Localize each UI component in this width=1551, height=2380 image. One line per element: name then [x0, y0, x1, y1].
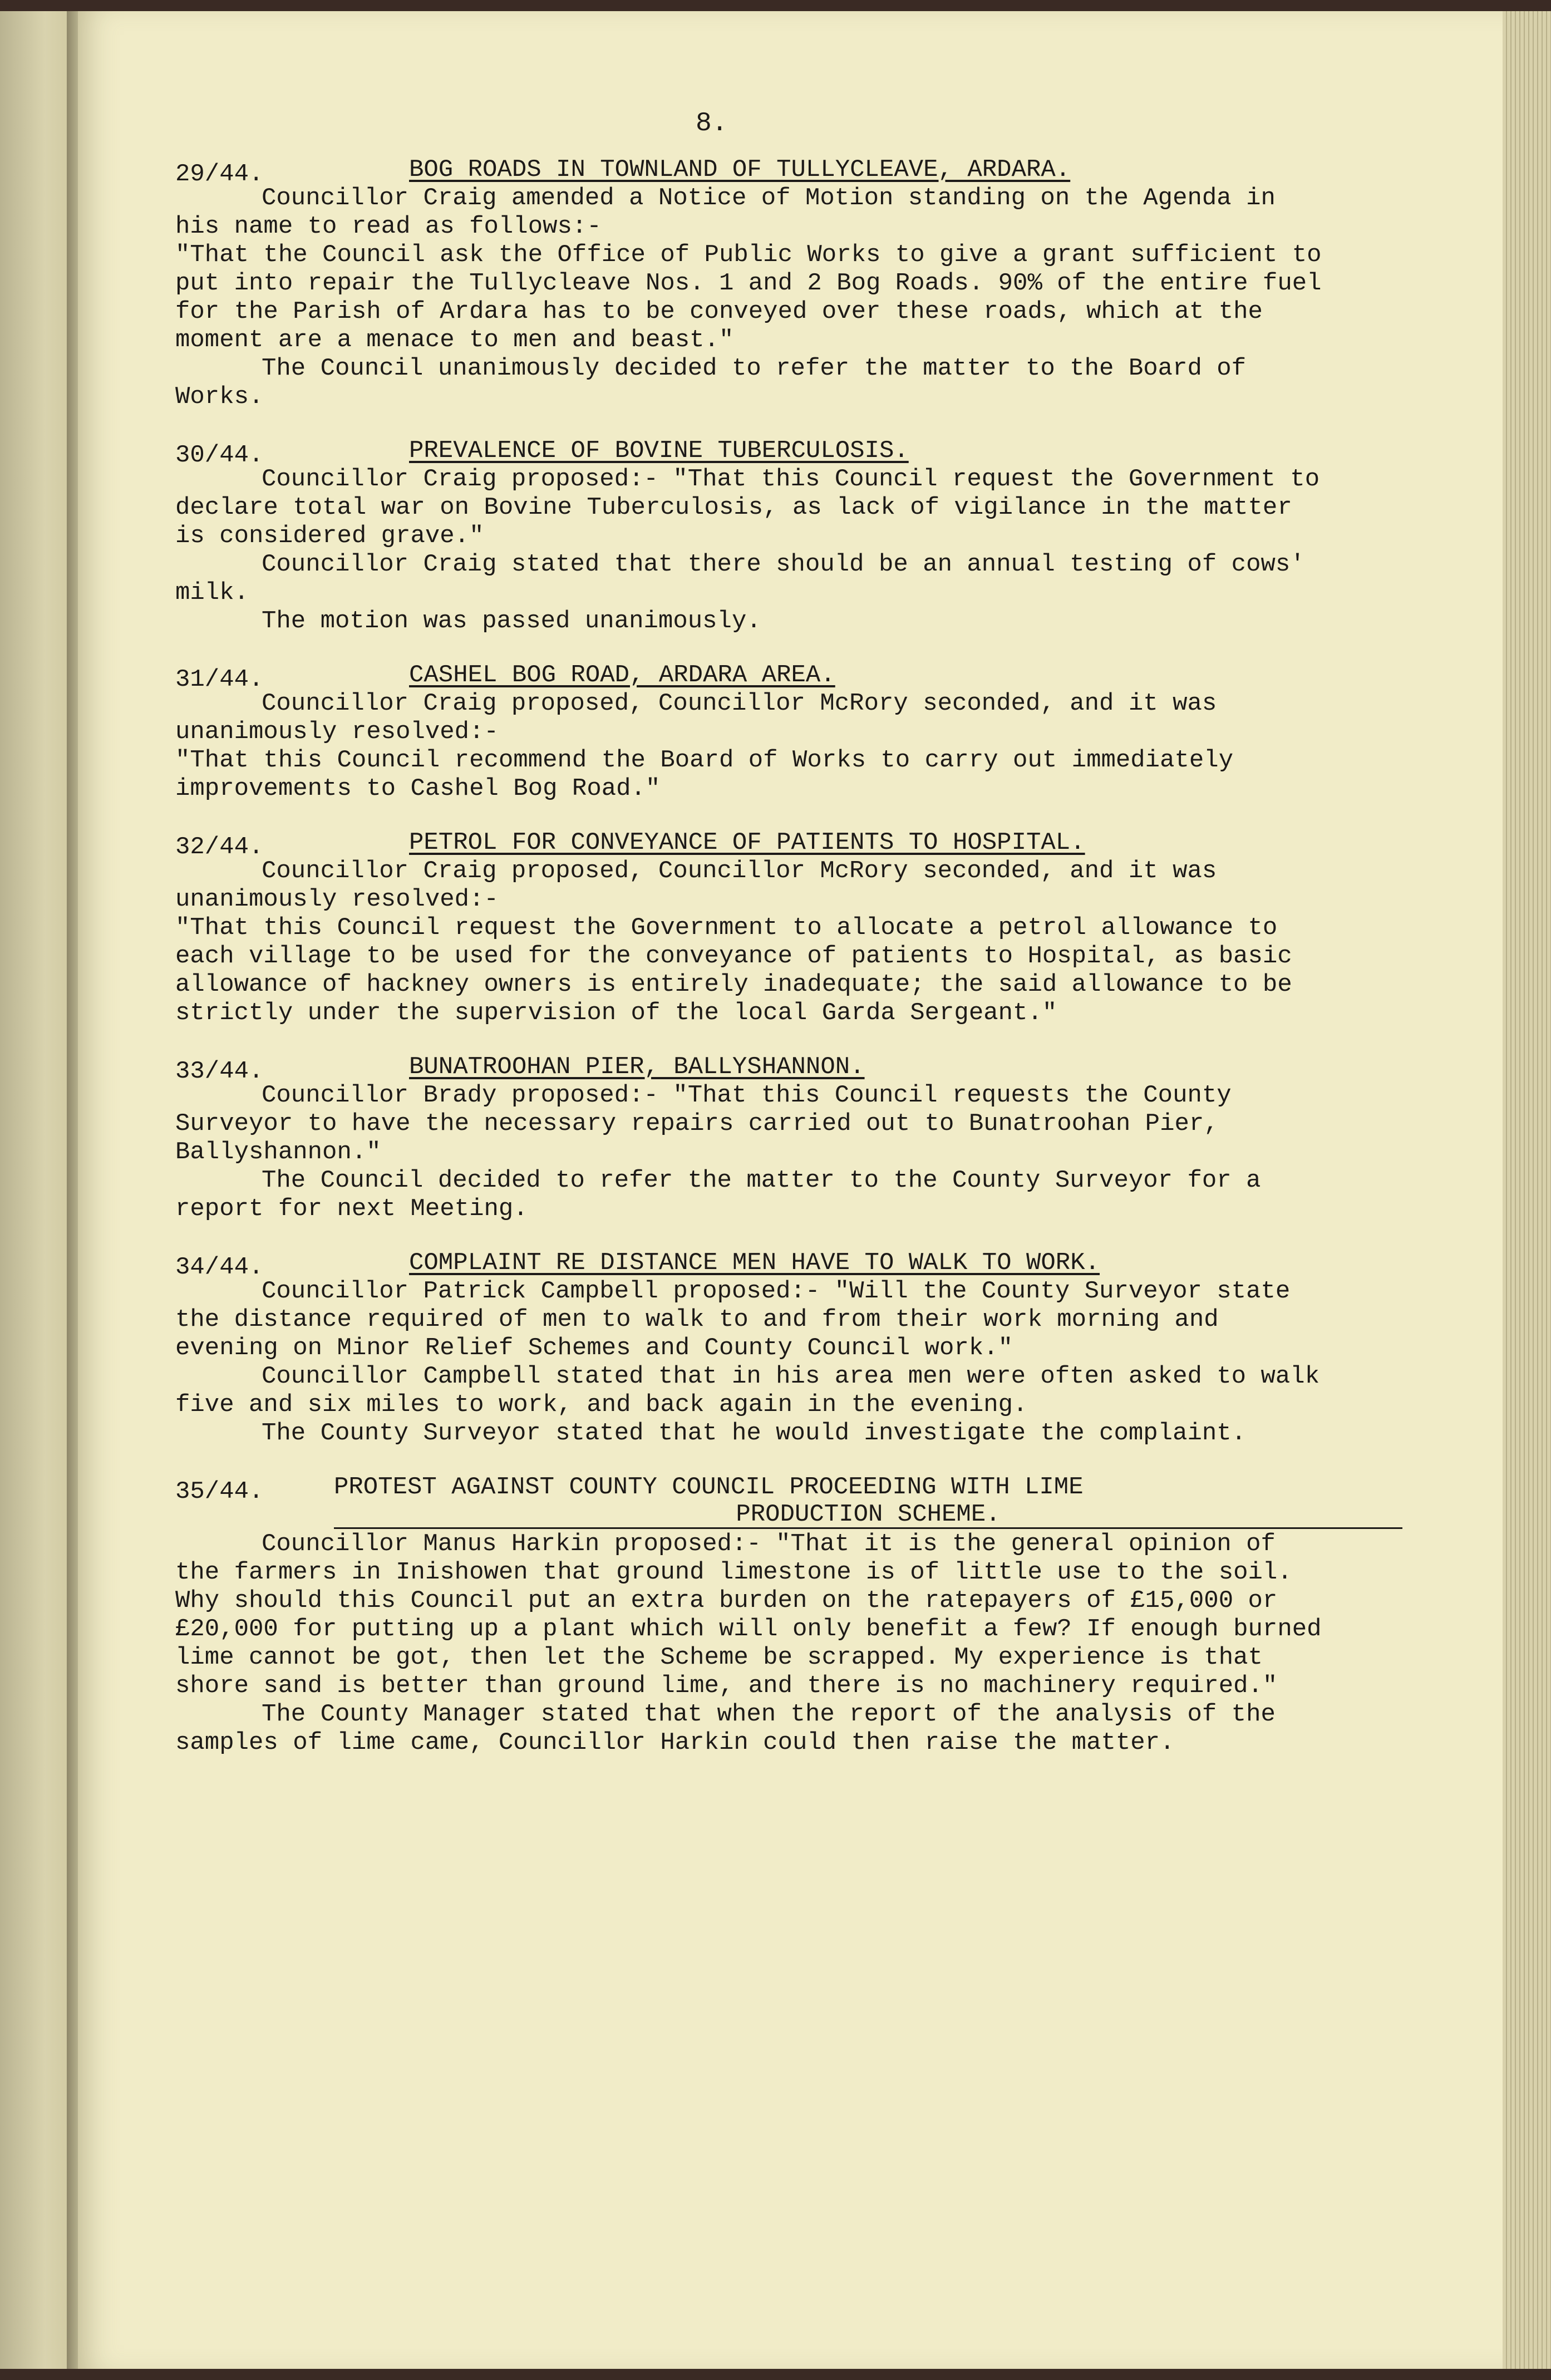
paragraph: The motion was passed unanimously.	[262, 607, 761, 635]
paragraph: "That this Council request the Government to allocate a petrol allowance to each village to be used for the conveyance of patients to Hospital, as basic allowance of hackney owners is entirely inadequate; the said allowance to be strictly under the supervision of the local Garda Sergeant."	[175, 914, 1307, 1027]
paragraph: "That the Council ask the Office of Public Works to give a grant sufficient to put into repair the Tullycleave Nos. 1 and 2 Bog Roads. 90% of the entire fuel for the Parish of Ardara has to be conveyed over these roads, which at the moment are a menace to men and beast."	[175, 241, 1336, 354]
item-heading	[175, 1473, 1333, 1530]
page-number: 8.	[696, 109, 728, 139]
item-number: 31/44.	[175, 666, 264, 694]
paragraph: Councillor Craig proposed, Councillor McRory seconded, and it was unanimously resolved:-	[175, 690, 1232, 746]
minute-item-35	[175, 1473, 1336, 1757]
paragraph: The Council unanimously decided to refer the matter to the Board of Works.	[175, 355, 1261, 411]
item-heading	[175, 437, 1333, 469]
item-title: COMPLAINT RE DISTANCE MEN HAVE TO WALK TO WORK.	[409, 1249, 1100, 1277]
facing-page-edge	[0, 11, 75, 2369]
paragraph: "That this Council recommend the Board of Works to carry out immediately improvements to Cashel Bog Road."	[175, 746, 1248, 803]
paragraph: The County Surveyor stated that he would investigate the complaint.	[262, 1419, 1247, 1447]
paragraph: Councillor Craig proposed, Councillor McRory seconded, and it was unanimously resolved:-	[175, 857, 1232, 913]
minute-item-32	[175, 829, 1333, 1027]
minute-item-29	[175, 156, 1336, 411]
item-number: 30/44.	[175, 441, 264, 469]
item-heading	[175, 661, 1333, 694]
item-number: 32/44.	[175, 833, 264, 861]
item-title-continuation: PRODUCTION SCHEME.	[334, 1502, 1402, 1529]
minute-item-34	[175, 1249, 1333, 1448]
item-title: CASHEL BOG ROAD, ARDARA AREA.	[409, 661, 835, 689]
item-title: BUNATROOHAN PIER, BALLYSHANNON.	[409, 1053, 865, 1081]
item-heading	[175, 1249, 1333, 1281]
paragraph: Councillor Manus Harkin proposed:- "That it is the general opinion of the farmers in Inishowen that ground limestone is of little use to the soil. Why should this Council put an extra burden on the ratepayers of £15,000 or £20,000 for putting up a plant which will only benefit a few? If enough burned lime cannot be got, then let the Scheme be scrapped. My experience is that shore sand is better than ground lime, and there is no machinery required."	[175, 1530, 1336, 1700]
page-stack-edges	[1503, 11, 1551, 2369]
item-heading	[175, 156, 1333, 188]
minute-item-31	[175, 661, 1333, 803]
paragraph: Councillor Patrick Campbell proposed:- "Will the County Surveyor state the distance required of men to walk to and from their work morning and evening on Minor Relief Schemes and County Council work."	[175, 1277, 1305, 1362]
paragraph: Councillor Craig proposed:- "That this Council request the Government to declare total war on Bovine Tuberculosis, as lack of vigilance in the matter is considered grave."	[175, 465, 1335, 550]
item-number: 34/44.	[175, 1253, 264, 1281]
paragraph: The County Manager stated that when the report of the analysis of the samples of lime came, Councillor Harkin could then raise the matter.	[175, 1700, 1291, 1757]
item-heading	[175, 829, 1333, 861]
paragraph: Councillor Campbell stated that in his area men were often asked to walk five and six miles to work, and back again in the evening.	[175, 1363, 1335, 1419]
paragraph: The Council decided to refer the matter to the County Surveyor for a report for next Meeting.	[175, 1167, 1276, 1223]
item-title: BOG ROADS IN TOWNLAND OF TULLYCLEAVE, ARDARA.	[409, 156, 1071, 184]
minute-item-30	[175, 437, 1333, 636]
item-title: PREVALENCE OF BOVINE TUBERCULOSIS.	[409, 437, 909, 465]
minute-item-33	[175, 1053, 1333, 1223]
item-number: 33/44.	[175, 1058, 264, 1085]
item-title: PETROL FOR CONVEYANCE OF PATIENTS TO HOSPITAL.	[409, 829, 1085, 857]
item-number: 35/44.	[175, 1478, 264, 1506]
item-number: 29/44.	[175, 160, 264, 188]
item-heading	[175, 1053, 1333, 1085]
paragraph: Councillor Craig stated that there should be an annual testing of cows' milk.	[175, 550, 1320, 607]
item-title: PROTEST AGAINST COUNTY COUNCIL PROCEEDING WITH LIME	[334, 1473, 1084, 1501]
paragraph: Councillor Craig amended a Notice of Motion standing on the Agenda in his name to read as follows:-	[175, 184, 1291, 240]
minutes-content	[175, 156, 1336, 1783]
paragraph: Councillor Brady proposed:- "That this Council requests the County Surveyor to have the necessary repairs carried out to Bunatroohan Pier, Ballyshannon."	[175, 1081, 1247, 1166]
